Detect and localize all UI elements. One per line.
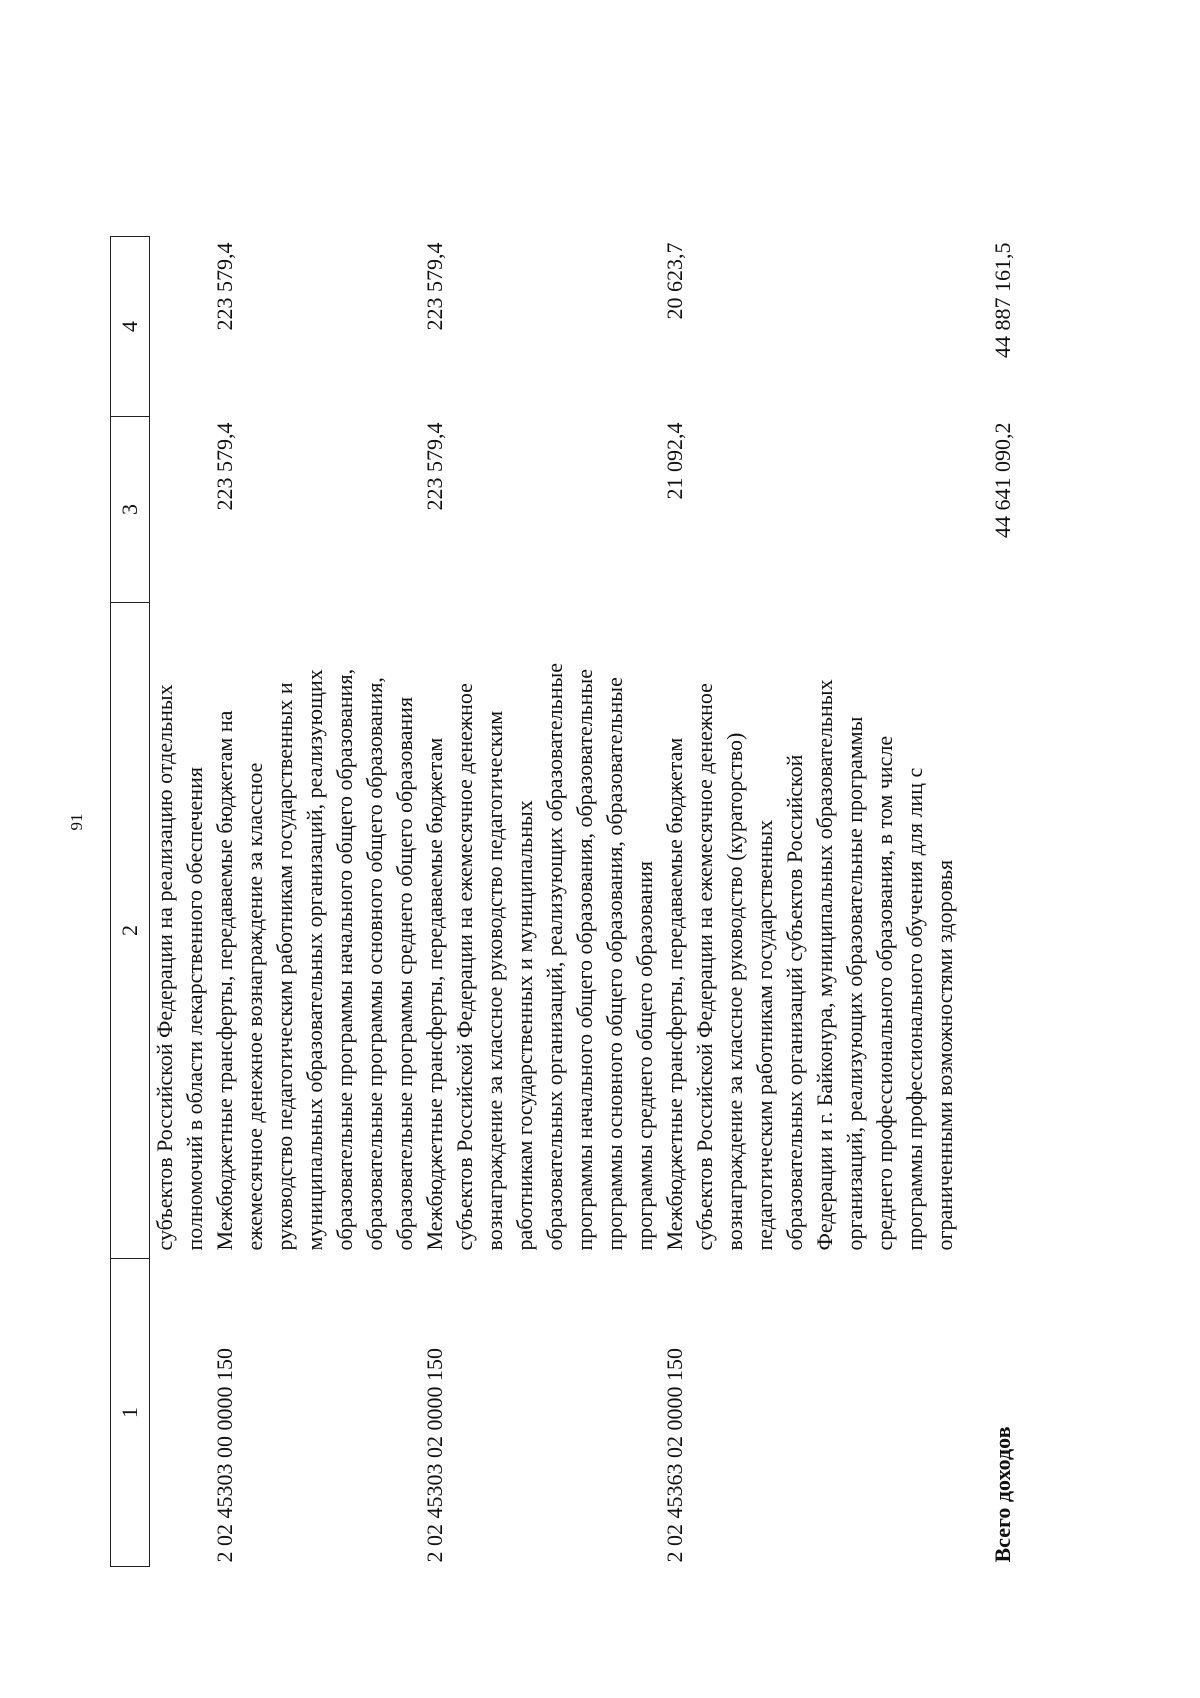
row-description [150,603,211,1259]
description-line: муниципальных образовательных организаций, реализующих [302,669,327,1251]
header-col-4: 4 [111,237,150,417]
row-code: 2 02 45363 02 0000 150 [662,1348,687,1563]
total-row [988,237,1018,1567]
description-line: организаций, реализующих образовательные программы [842,716,867,1251]
page-number: 91 [67,813,86,831]
header-col-3: 3 [111,417,150,603]
row-code [150,1259,211,1567]
description-line: Межбюджетные трансферты, передаваемые бюджетам [662,737,687,1251]
description-line: образовательные программы начального общего образования, [332,668,357,1251]
description-line: субъектов Российской Федерации на ежемесячное денежное [452,683,477,1251]
description-line: ежемесячное денежное вознаграждение за классное [242,762,267,1251]
description-line: Межбюджетные трансферты, передаваемые бюджетам на [212,710,237,1251]
description-line: полномочий в области лекарственного обеспечения [182,767,207,1251]
description-line: образовательных организаций, реализующих образовательные [542,662,567,1251]
row-description [210,603,420,1259]
total-label: Всего доходов [990,1426,1015,1563]
description-line: образовательные программы среднего общего образования [392,696,417,1251]
description-line: Межбюджетные трансферты, передаваемые бюджетам [422,737,447,1251]
description-line: работникам государственных и муниципальных [512,800,537,1251]
row-value-col4: 223 579,4 [422,242,447,331]
table-row [660,237,960,1567]
table-row [210,237,420,1567]
total-value-col4: 44 887 161,5 [990,242,1015,358]
header-col-2: 2 [111,603,150,1259]
row-code: 2 02 45303 00 0000 150 [212,1348,237,1563]
description-line: среднего профессионального образования, в том числе [872,735,897,1251]
row-value-col4: 223 579,4 [212,242,237,331]
description-line: субъектов Российской Федерации на ежемесячное денежное [692,683,717,1251]
row-code: 2 02 45303 02 0000 150 [422,1348,447,1563]
description-line: Федерации и г. Байконура, муниципальных образовательных [812,679,837,1251]
description-line: программы начального общего образования, образовательные [572,668,597,1251]
table-row-continuation [150,237,211,1567]
description-line: руководство педагогическим работникам государственных и [272,682,297,1251]
description-line: программы основного общего образования, образовательные [602,677,627,1251]
description-line: программы профессионального обучения для лиц с [902,767,927,1251]
description-line: программы среднего общего образования [632,860,657,1251]
description-line: вознаграждение за классное руководство (кураторство) [722,732,747,1251]
row-value-col3: 223 579,4 [422,422,447,511]
description-line: ограниченными возможностями здоровья [932,859,957,1251]
row-description [660,603,960,1259]
row-description [420,603,660,1259]
table-row [420,237,660,1567]
row-value-col4: 20 623,7 [662,242,687,320]
header-col-1: 1 [111,1259,150,1567]
row-value-col3: 21 092,4 [662,422,687,500]
description-line: образовательных организаций субъектов Российской [782,754,807,1251]
description-line: вознаграждение за классное руководство педагогическим [482,710,507,1251]
description-line: субъектов Российской Федерации на реализацию отдельных [152,684,177,1251]
revenue-table [110,236,1018,1567]
description-line: педагогическим работникам государственных [752,819,777,1251]
row-value-col3: 223 579,4 [212,422,237,511]
total-value-col3: 44 641 090,2 [990,422,1015,538]
description-line: образовательные программы основного общего образования, [362,677,387,1251]
rotated-page [67,102,1135,1582]
table-header-row [111,237,150,1567]
